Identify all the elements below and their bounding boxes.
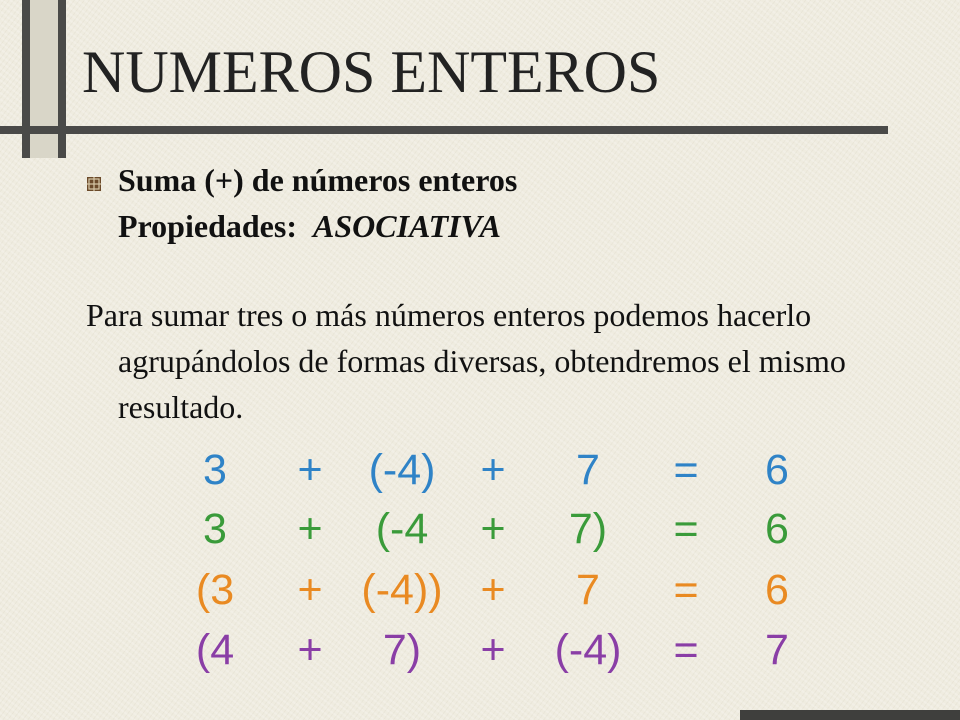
eq-token: + [297, 566, 323, 614]
eq-token: 7 [576, 446, 600, 494]
eq-token: (-4) [368, 446, 436, 494]
eq-token: (4 [195, 626, 235, 674]
eq-token: = [673, 626, 699, 674]
eq-token: + [480, 505, 506, 553]
decorative-vertical-bar-inner [30, 0, 58, 158]
eq-token: (3 [195, 566, 235, 614]
properties-label: Propiedades: [118, 208, 313, 244]
eq-token: 6 [765, 505, 789, 553]
explanation-paragraph: Para sumar tres o más números enteros podemos hacerlo agrupándolos de formas diversas, obtendremos el mismo resultado. [86, 297, 846, 425]
eq-token: 3 [203, 446, 227, 494]
eq-token: (-4) [554, 626, 622, 674]
eq-token: + [480, 626, 506, 674]
decorative-corner-bar [740, 710, 960, 720]
eq-token: = [673, 446, 699, 494]
square-bullet-icon [85, 175, 103, 193]
eq-token: + [297, 446, 323, 494]
eq-token: 6 [765, 446, 789, 494]
slide-title: NUMEROS ENTEROS [82, 39, 661, 105]
eq-token: 7) [568, 505, 608, 553]
bullet-heading [118, 157, 517, 249]
eq-token: + [480, 566, 506, 614]
eq-token: 7) [382, 626, 422, 674]
eq-token: 7 [765, 626, 789, 674]
eq-token: = [673, 505, 699, 553]
eq-token: (-4)) [361, 566, 443, 614]
eq-token: + [297, 626, 323, 674]
decorative-horizontal-rule [0, 126, 888, 134]
bullet-line-2 [118, 203, 517, 249]
eq-token: 6 [765, 566, 789, 614]
bullet-line-1: Suma (+) de números enteros [118, 162, 518, 198]
eq-token: + [480, 446, 506, 494]
eq-token: 7 [576, 566, 600, 614]
eq-token: (-4 [375, 505, 429, 553]
property-name: ASOCIATIVA [312, 208, 501, 244]
eq-token: + [297, 505, 323, 553]
eq-token: 3 [203, 505, 227, 553]
eq-token: = [673, 566, 699, 614]
